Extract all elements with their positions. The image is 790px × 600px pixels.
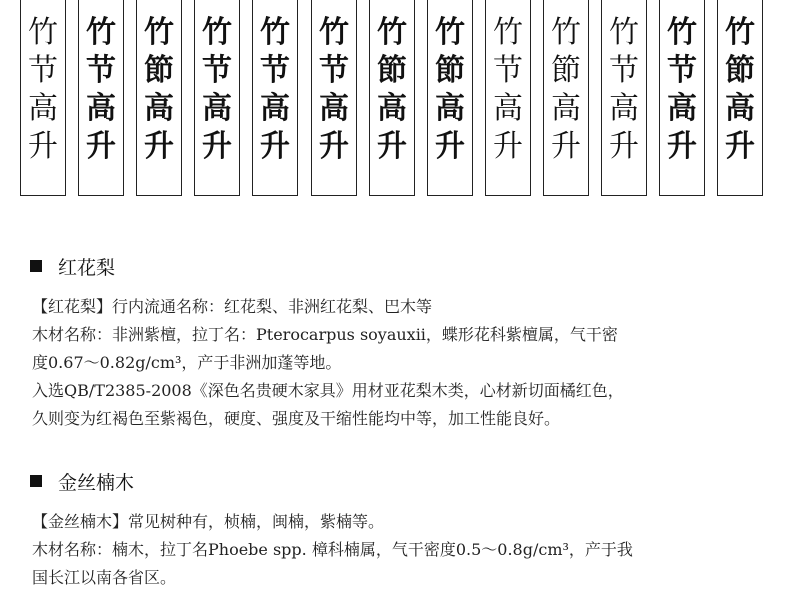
calligraphy-char: 升 bbox=[260, 129, 290, 164]
calligraphy-card bbox=[311, 0, 357, 196]
calligraphy-card bbox=[543, 0, 589, 196]
calligraphy-char: 竹 bbox=[551, 15, 581, 50]
calligraphy-char: 升 bbox=[144, 129, 174, 164]
paragraph-line: 国长江以南各省区。 bbox=[32, 568, 177, 587]
calligraphy-char: 竹 bbox=[609, 15, 639, 50]
calligraphy-char: 高 bbox=[725, 91, 755, 126]
calligraphy-char: 竹 bbox=[725, 15, 755, 50]
calligraphy-card bbox=[252, 0, 298, 196]
calligraphy-char: 高 bbox=[86, 91, 116, 126]
calligraphy-char: 高 bbox=[144, 91, 174, 126]
section-heading-nanmu bbox=[30, 468, 134, 494]
calligraphy-card bbox=[20, 0, 66, 196]
calligraphy-char: 高 bbox=[319, 91, 349, 126]
calligraphy-char: 升 bbox=[667, 129, 697, 164]
section-body-hongli bbox=[32, 293, 772, 433]
calligraphy-char: 竹 bbox=[28, 15, 58, 50]
calligraphy-char: 節 bbox=[551, 53, 581, 88]
calligraphy-glyphs bbox=[137, 14, 181, 166]
section-heading-hongli bbox=[30, 253, 115, 279]
calligraphy-char: 節 bbox=[377, 53, 407, 88]
calligraphy-char: 节 bbox=[260, 53, 290, 88]
square-bullet-icon bbox=[30, 260, 42, 272]
section-title: 金丝楠木 bbox=[58, 471, 135, 494]
calligraphy-glyphs bbox=[428, 14, 472, 166]
calligraphy-glyphs bbox=[21, 14, 65, 166]
calligraphy-glyphs bbox=[486, 14, 530, 166]
calligraphy-char: 节 bbox=[609, 53, 639, 88]
calligraphy-char: 節 bbox=[725, 53, 755, 88]
calligraphy-card bbox=[78, 0, 124, 196]
paragraph-line: 【红花梨】行内流通名称：红花梨、非洲红花梨、巴木等 bbox=[32, 297, 433, 316]
calligraphy-char: 升 bbox=[28, 129, 58, 164]
calligraphy-char: 升 bbox=[609, 129, 639, 164]
calligraphy-char: 节 bbox=[28, 53, 58, 88]
calligraphy-char: 节 bbox=[202, 53, 232, 88]
paragraph-line: 入选QB/T2385-2008《深色名贵硬木家具》用材亚花梨木类，心材新切面橘红色， bbox=[32, 381, 624, 400]
calligraphy-glyphs bbox=[195, 14, 239, 166]
calligraphy-char: 竹 bbox=[435, 15, 465, 50]
calligraphy-char: 升 bbox=[493, 129, 523, 164]
calligraphy-char: 高 bbox=[377, 91, 407, 126]
calligraphy-char: 高 bbox=[435, 91, 465, 126]
section-title: 红花梨 bbox=[58, 256, 116, 279]
calligraphy-card bbox=[485, 0, 531, 196]
calligraphy-char: 竹 bbox=[667, 15, 697, 50]
calligraphy-char: 竹 bbox=[260, 15, 290, 50]
calligraphy-char: 升 bbox=[319, 129, 349, 164]
calligraphy-glyphs bbox=[312, 14, 356, 166]
calligraphy-glyphs bbox=[718, 14, 762, 166]
calligraphy-char: 节 bbox=[86, 53, 116, 88]
calligraphy-char: 升 bbox=[202, 129, 232, 164]
calligraphy-char: 高 bbox=[551, 91, 581, 126]
calligraphy-card bbox=[194, 0, 240, 196]
calligraphy-glyphs bbox=[253, 14, 297, 166]
calligraphy-char: 高 bbox=[202, 91, 232, 126]
calligraphy-glyphs bbox=[544, 14, 588, 166]
calligraphy-char: 升 bbox=[725, 129, 755, 164]
calligraphy-char: 竹 bbox=[319, 15, 349, 50]
paragraph-line: 久则变为红褐色至紫褐色，硬度、强度及干缩性能均中等，加工性能良好。 bbox=[32, 409, 561, 428]
calligraphy-char: 节 bbox=[319, 53, 349, 88]
calligraphy-glyphs bbox=[660, 14, 704, 166]
square-bullet-icon bbox=[30, 475, 42, 487]
calligraphy-char: 竹 bbox=[493, 15, 523, 50]
calligraphy-char: 高 bbox=[609, 91, 639, 126]
calligraphy-glyphs bbox=[602, 14, 646, 166]
section-body-nanmu bbox=[32, 508, 772, 592]
calligraphy-card bbox=[369, 0, 415, 196]
calligraphy-glyphs bbox=[79, 14, 123, 166]
calligraphy-char: 升 bbox=[551, 129, 581, 164]
calligraphy-char: 高 bbox=[260, 91, 290, 126]
paragraph-line: 木材名称：非洲紫檀，拉丁名：Pterocarpus soyauxii，蝶形花科紫檀属，气干密 bbox=[32, 325, 618, 344]
calligraphy-cards-row bbox=[20, 0, 772, 198]
calligraphy-card bbox=[659, 0, 705, 196]
paragraph-line: 度0.67～0.82g/cm³，产于非洲加蓬等地。 bbox=[32, 353, 342, 372]
calligraphy-char: 升 bbox=[377, 129, 407, 164]
calligraphy-card bbox=[717, 0, 763, 196]
calligraphy-card bbox=[601, 0, 647, 196]
calligraphy-char: 竹 bbox=[144, 15, 174, 50]
calligraphy-char: 高 bbox=[28, 91, 58, 126]
calligraphy-char: 節 bbox=[144, 53, 174, 88]
calligraphy-char: 竹 bbox=[377, 15, 407, 50]
calligraphy-char: 升 bbox=[86, 129, 116, 164]
calligraphy-card bbox=[136, 0, 182, 196]
calligraphy-glyphs bbox=[370, 14, 414, 166]
calligraphy-char: 竹 bbox=[86, 15, 116, 50]
paragraph-line: 【金丝楠木】常见树种有，桢楠，闽楠，紫楠等。 bbox=[32, 512, 385, 531]
calligraphy-char: 高 bbox=[667, 91, 697, 126]
calligraphy-char: 节 bbox=[493, 53, 523, 88]
calligraphy-char: 高 bbox=[493, 91, 523, 126]
paragraph-line: 木材名称：楠木，拉丁名Phoebe spp. 樟科楠属，气干密度0.5～0.8g/cm³，产于我 bbox=[32, 540, 633, 559]
calligraphy-char: 節 bbox=[435, 53, 465, 88]
calligraphy-char: 节 bbox=[667, 53, 697, 88]
calligraphy-card bbox=[427, 0, 473, 196]
calligraphy-char: 竹 bbox=[202, 15, 232, 50]
calligraphy-char: 升 bbox=[435, 129, 465, 164]
